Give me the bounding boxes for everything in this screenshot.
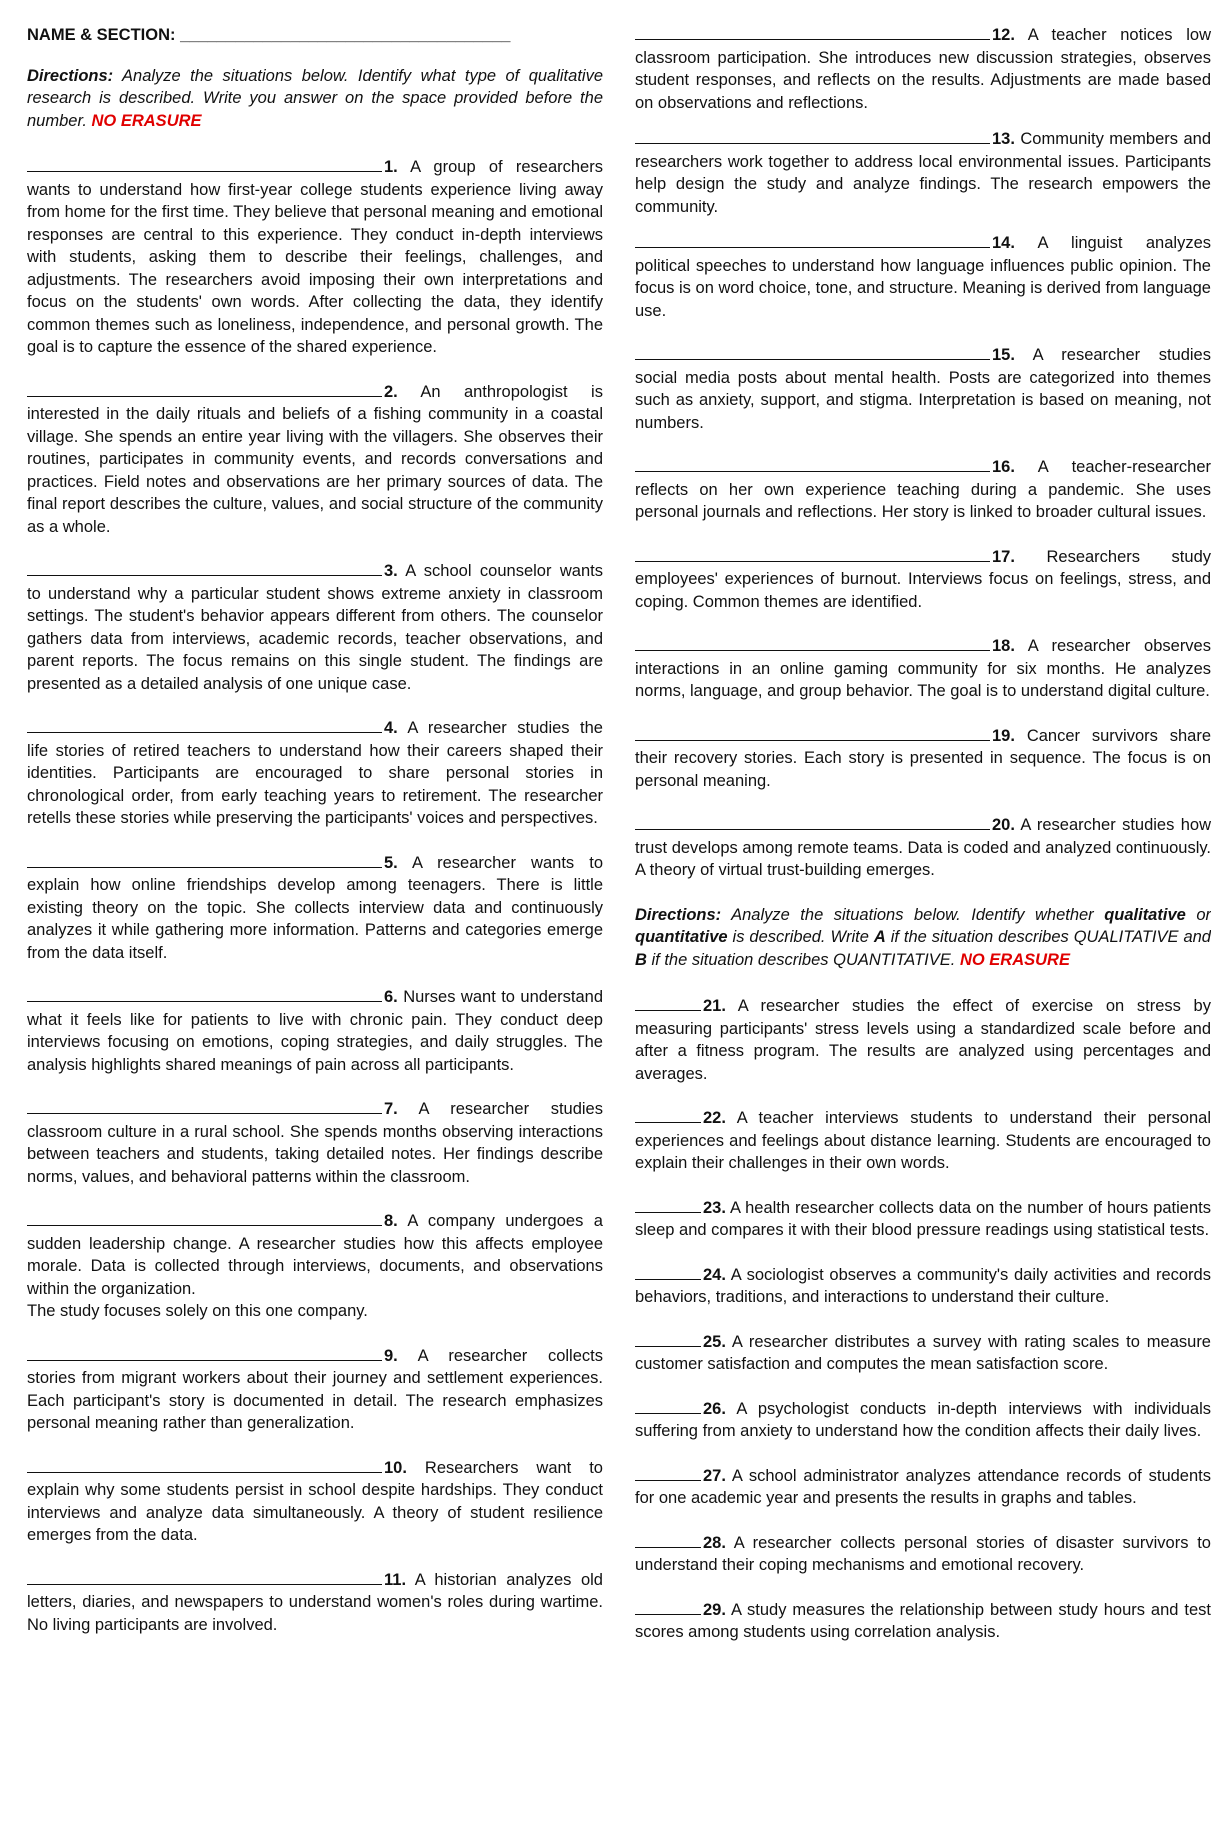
question-item bbox=[635, 725, 1211, 793]
question-text: Cancer survivors share their recovery stories. Each story is presented in sequence. The focus is on personal meaning. bbox=[635, 726, 1211, 790]
question-text: A psychologist conducts in-depth interviews with individuals suffering from anxiety to understand how the condition affects their daily lives. bbox=[635, 1399, 1211, 1440]
answer-blank[interactable] bbox=[27, 1099, 382, 1114]
question-number: 22. bbox=[703, 1109, 726, 1127]
question-item bbox=[635, 814, 1211, 882]
question-text: A researcher studies the effect of exercise on stress by measuring participants' stress levels using a standardized scale before and after a fitness program. The results are analyzed using percentages and averages. bbox=[635, 997, 1211, 1083]
question-text: Researchers want to explain why some students persist in school despite hardships. They conduct interviews and analyze data simultaneously. A theory of student resilience emerges from the data. bbox=[27, 1458, 603, 1544]
question-number: 28. bbox=[703, 1533, 726, 1552]
answer-blank[interactable] bbox=[27, 718, 382, 733]
no-erasure-warning-2: NO ERASURE bbox=[959, 950, 1070, 969]
question-item bbox=[635, 344, 1211, 434]
question-number: 7. bbox=[384, 1100, 398, 1118]
question-number: 25. bbox=[703, 1332, 726, 1351]
question-text: A researcher studies the life stories of retired teachers to understand how their careers shaped their identities. Participants are encouraged to share personal stories in chronological order, from early teaching years to retirement. The researcher retells these stories while preserving the participants' voices and perspectives. bbox=[27, 719, 603, 827]
name-section-label: NAME & SECTION: bbox=[27, 26, 176, 44]
question-number: 18. bbox=[992, 637, 1015, 655]
question-text: Researchers study employees' experiences of burnout. Interviews focus on feelings, stress, and coping. Common themes are identified. bbox=[635, 547, 1211, 611]
answer-blank[interactable] bbox=[635, 726, 990, 741]
name-section-line bbox=[27, 24, 603, 47]
question-item bbox=[635, 546, 1211, 614]
question-item bbox=[27, 560, 603, 695]
answer-blank[interactable] bbox=[635, 1600, 701, 1615]
answer-blank[interactable] bbox=[635, 457, 990, 472]
question-number: 6. bbox=[384, 988, 398, 1006]
question-text: An anthropologist is interested in the daily rituals and beliefs of a fishing community in a coastal village. She spends an entire year living with the villagers. She observes their routines, participates in community events, and records conversations and practices. Field notes and observations are her primary sources of data. The final report describes the culture, values, and social structure of the community as a whole. bbox=[27, 382, 603, 536]
question-number: 9. bbox=[384, 1346, 398, 1365]
question-text: A researcher distributes a survey with rating scales to measure customer satisfaction and computes the mean satisfaction score. bbox=[635, 1332, 1211, 1373]
directions2-quantitative: quantitative bbox=[635, 928, 728, 946]
question-text: A sociologist observes a community's daily activities and records behaviors, traditions, and interactions to understand their culture. bbox=[635, 1265, 1211, 1306]
answer-blank[interactable] bbox=[635, 1533, 701, 1548]
question-text: A researcher wants to explain how online friendships develop among teenagers. There is little existing theory on the topic. She collects interview data and continuously analyzes it while gathering more information. Patterns and categories emerge from the data itself. bbox=[27, 853, 603, 962]
question-text: A teacher-researcher reflects on her own experience teaching during a pandemic. She uses personal journals and reflections. Her story is linked to broader cultural issues. bbox=[635, 458, 1211, 521]
directions2-label: Directions: bbox=[635, 905, 722, 924]
answer-blank[interactable] bbox=[27, 1346, 382, 1361]
question-number: 10. bbox=[384, 1458, 407, 1477]
question-item bbox=[27, 156, 603, 359]
name-section-underline: ____________________________________ bbox=[180, 26, 511, 44]
question-number: 16. bbox=[992, 458, 1015, 476]
question-item bbox=[635, 995, 1211, 1085]
answer-blank[interactable] bbox=[27, 853, 382, 868]
directions-part2 bbox=[635, 904, 1211, 972]
question-item bbox=[27, 717, 603, 830]
question-number: 19. bbox=[992, 726, 1015, 745]
question-item bbox=[27, 1210, 603, 1323]
items-left-list bbox=[27, 156, 603, 1636]
question-text: A group of researchers wants to understand how first-year college students experience living away from home for the first time. They believe that personal meaning and emotional responses are central to this experience. They conduct in-depth interviews with students, asking them to describe their feelings, challenges, and adjustments. The researchers avoid imposing their own interpretations and focus on the students' own words. After collecting the data, they identify common themes such as loneliness, independence, and personal growth. The goal is to capture the essence of the shared experience. bbox=[27, 158, 603, 356]
question-text: A researcher observes interactions in an online gaming community for six months. He analyzes norms, language, and group behavior. The goal is to understand digital culture. bbox=[635, 637, 1211, 700]
answer-blank[interactable] bbox=[27, 1458, 382, 1473]
question-text: A study measures the relationship between study hours and test scores among students using correlation analysis. bbox=[635, 1600, 1211, 1641]
directions2-a: A bbox=[873, 928, 886, 946]
answer-blank[interactable] bbox=[635, 1466, 701, 1481]
question-item bbox=[635, 128, 1211, 218]
answer-blank[interactable] bbox=[635, 815, 990, 830]
answer-blank[interactable] bbox=[27, 561, 382, 576]
question-text: A school administrator analyzes attendance records of students for one academic year and presents the results in graphs and tables. bbox=[635, 1466, 1211, 1507]
directions2-text-b: is described. Write bbox=[732, 928, 869, 946]
directions2-qualitative: qualitative bbox=[1104, 905, 1186, 924]
question-number: 12. bbox=[992, 26, 1015, 44]
answer-blank[interactable] bbox=[27, 987, 382, 1002]
answer-blank[interactable] bbox=[635, 1198, 701, 1213]
question-number: 13. bbox=[992, 130, 1015, 148]
question-number: 24. bbox=[703, 1265, 726, 1284]
question-item bbox=[635, 1331, 1211, 1376]
answer-blank[interactable] bbox=[27, 382, 382, 397]
question-text: A company undergoes a sudden leadership change. A researcher studies how this affects employee morale. Data is collected through interviews, documents, and observations within the organization. bbox=[27, 1212, 603, 1298]
answer-blank[interactable] bbox=[635, 547, 990, 562]
question-number: 3. bbox=[384, 562, 398, 580]
question-text: A researcher studies social media posts about mental health. Posts are categorized into themes such as anxiety, support, and stigma. Interpretation is based on meaning, not numbers. bbox=[635, 346, 1211, 432]
question-item bbox=[27, 1098, 603, 1188]
answer-blank[interactable] bbox=[635, 996, 701, 1011]
question-text: Community members and researchers work together to address local environmental issues. Participants help design the study and analyze findings. The research empowers the community. bbox=[635, 130, 1211, 216]
directions2-or: or bbox=[1196, 905, 1211, 924]
question-number: 2. bbox=[384, 382, 398, 401]
question-text: A teacher notices low classroom participation. She introduces new discussion strategies, observes student responses, and reflects on the results. Adjustments are made based on observations and reflections. bbox=[635, 26, 1211, 112]
answer-blank[interactable] bbox=[27, 1570, 382, 1585]
answer-blank[interactable] bbox=[27, 157, 382, 172]
directions2-b: B bbox=[635, 950, 647, 969]
directions2-text-d: if the situation describes QUANTITATIVE. bbox=[651, 950, 956, 969]
answer-blank[interactable] bbox=[635, 1108, 701, 1123]
question-text: A linguist analyzes political speeches to understand how language influences public opinion. The focus is on word choice, tone, and structure. Meaning is derived from language use. bbox=[635, 234, 1211, 320]
question-item bbox=[635, 1532, 1211, 1577]
answer-blank[interactable] bbox=[635, 129, 990, 144]
no-erasure-warning: NO ERASURE bbox=[91, 111, 202, 130]
question-item bbox=[635, 635, 1211, 703]
right-column bbox=[635, 24, 1211, 1666]
question-text: A researcher studies classroom culture in a rural school. She spends months observing interactions between teachers and students, taking detailed notes. Her findings describe norms, values, and behavioral patterns within the classroom. bbox=[27, 1100, 603, 1186]
question-text: A researcher collects stories from migrant workers about their journey and settlement experiences. Each participant's story is documented in detail. The research emphasizes personal meaning rather than generalization. bbox=[27, 1346, 603, 1432]
question-number: 26. bbox=[703, 1399, 726, 1418]
question-extra-text: The study focuses solely on this one company. bbox=[27, 1302, 368, 1320]
directions2-text-a: Analyze the situations below. Identify whether bbox=[731, 905, 1094, 924]
question-item bbox=[27, 1345, 603, 1435]
question-number: 20. bbox=[992, 816, 1015, 834]
question-item bbox=[27, 1569, 603, 1637]
directions-text: Analyze the situations below. Identify what type of qualitative research is described. Write you answer on the space provided before the number. bbox=[27, 66, 603, 130]
question-number: 14. bbox=[992, 234, 1015, 252]
question-number: 5. bbox=[384, 853, 398, 872]
question-item bbox=[635, 1465, 1211, 1510]
question-number: 4. bbox=[384, 719, 398, 737]
question-number: 8. bbox=[384, 1212, 398, 1230]
question-text: A researcher collects personal stories of disaster survivors to understand their coping mechanisms and emotional recovery. bbox=[635, 1533, 1211, 1574]
answer-blank[interactable] bbox=[635, 345, 990, 360]
question-number: 21. bbox=[703, 997, 726, 1015]
answer-blank[interactable] bbox=[635, 233, 990, 248]
answer-blank[interactable] bbox=[635, 1265, 701, 1280]
question-number: 29. bbox=[703, 1600, 726, 1619]
items-right-list bbox=[635, 24, 1211, 882]
question-number: 15. bbox=[992, 346, 1015, 364]
question-number: 27. bbox=[703, 1466, 726, 1485]
question-number: 23. bbox=[703, 1198, 726, 1217]
question-item bbox=[635, 24, 1211, 114]
directions-part1 bbox=[27, 65, 603, 133]
answer-blank[interactable] bbox=[635, 1399, 701, 1414]
question-text: A health researcher collects data on the number of hours patients sleep and compares it with their blood pressure readings using statistical tests. bbox=[635, 1198, 1211, 1239]
answer-blank[interactable] bbox=[27, 1211, 382, 1226]
question-item bbox=[635, 1264, 1211, 1309]
question-text: A teacher interviews students to understand their personal experiences and feelings about distance learning. Students are encouraged to explain their challenges in their own words. bbox=[635, 1109, 1211, 1172]
question-item bbox=[635, 1197, 1211, 1242]
question-number: 17. bbox=[992, 547, 1015, 566]
question-item bbox=[635, 1107, 1211, 1175]
question-item bbox=[27, 381, 603, 539]
question-item bbox=[27, 852, 603, 965]
left-column bbox=[27, 24, 603, 1658]
directions-label: Directions: bbox=[27, 66, 114, 85]
question-text: A school counselor wants to understand why a particular student shows extreme anxiety in classroom settings. The student's behavior appears different from others. The counselor gathers data from interviews, academic records, teacher observations, and parent reports. The focus remains on this single student. The findings are presented as a detailed analysis of one unique case. bbox=[27, 562, 603, 693]
answer-blank[interactable] bbox=[635, 636, 990, 651]
question-number: 1. bbox=[384, 158, 398, 176]
directions2-text-c: if the situation describes QUALITATIVE and bbox=[890, 928, 1211, 946]
answer-blank[interactable] bbox=[635, 1332, 701, 1347]
question-item bbox=[635, 232, 1211, 322]
question-item bbox=[27, 986, 603, 1076]
answer-blank[interactable] bbox=[635, 25, 990, 40]
question-text: A historian analyzes old letters, diaries, and newspapers to understand women's roles during wartime. No living participants are involved. bbox=[27, 1570, 603, 1634]
items-part2-list bbox=[635, 995, 1211, 1644]
question-item bbox=[27, 1457, 603, 1547]
question-text: Nurses want to understand what it feels like for patients to live with chronic pain. They conduct deep interviews focusing on emotions, coping strategies, and daily struggles. The analysis highlights shared meanings of pain across all participants. bbox=[27, 988, 603, 1074]
question-number: 11. bbox=[384, 1570, 407, 1589]
question-item bbox=[635, 1398, 1211, 1443]
question-item bbox=[635, 456, 1211, 524]
question-text: A researcher studies how trust develops among remote teams. Data is coded and analyzed continuously. A theory of virtual trust-building emerges. bbox=[635, 816, 1211, 879]
question-item bbox=[635, 1599, 1211, 1644]
